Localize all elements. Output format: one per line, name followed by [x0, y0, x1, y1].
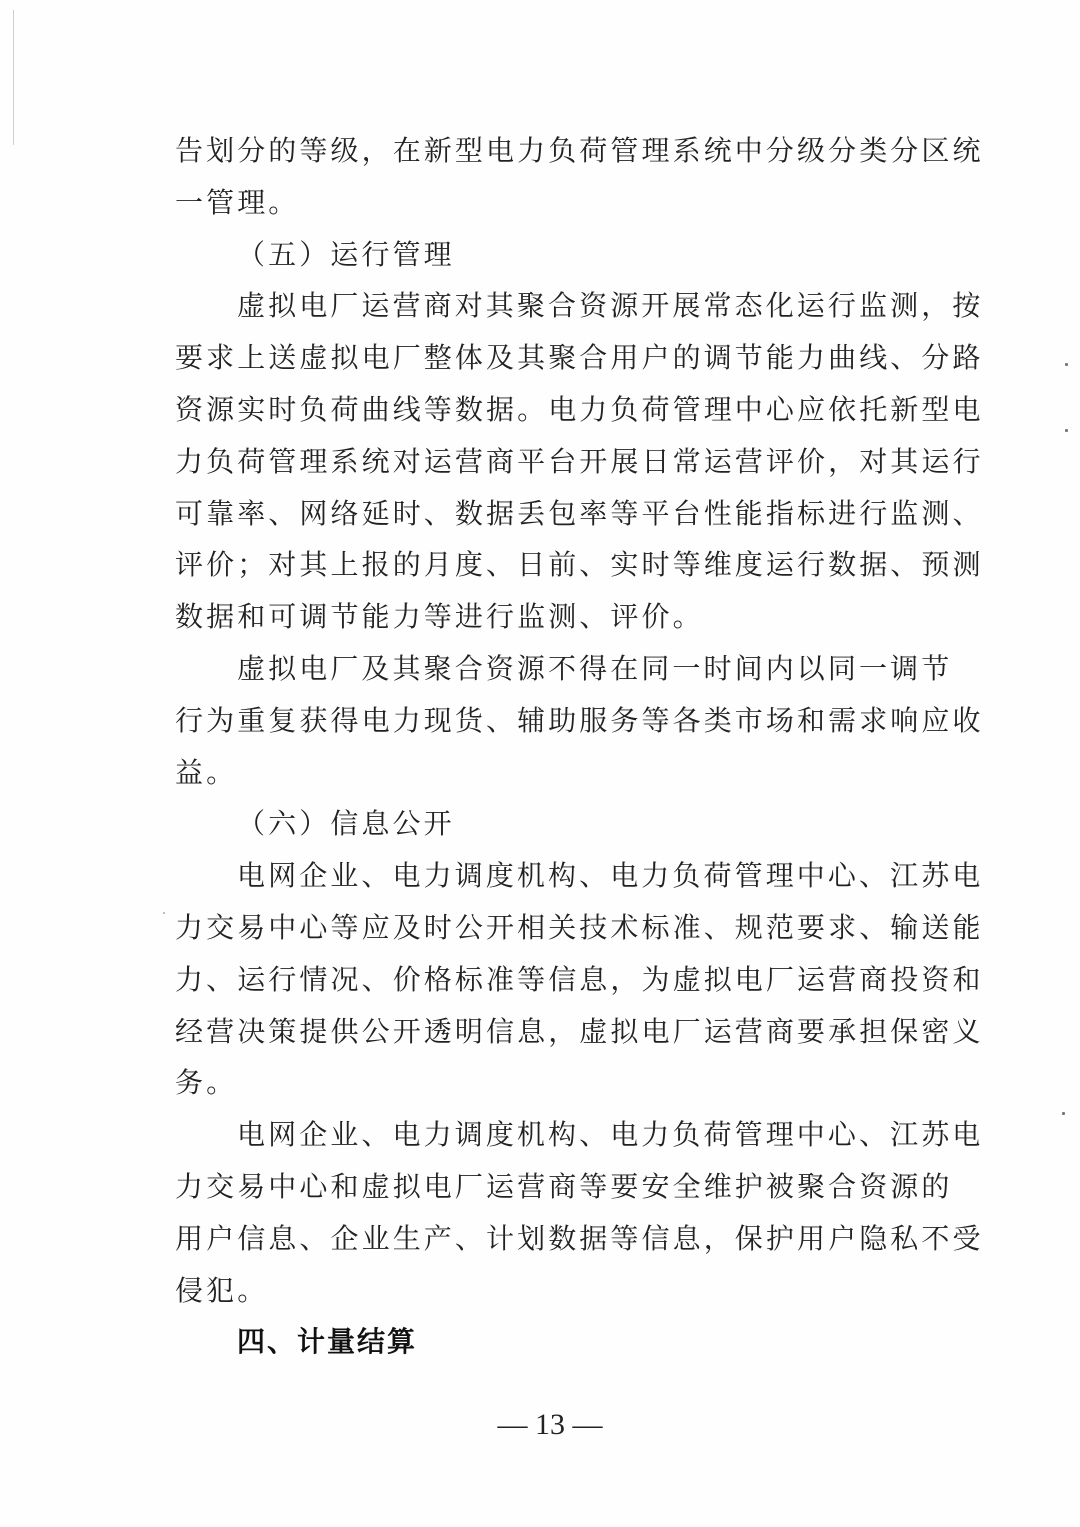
scan-speck [1062, 1112, 1065, 1115]
paragraph-start: 虚拟电厂运营商对其聚合资源开展常态化运行监测，按 [237, 289, 984, 323]
text-line: 评价；对其上报的月度、日前、实时等维度运行数据、预测 [175, 548, 984, 582]
paragraph-start: 电网企业、电力调度机构、电力负荷管理中心、江苏电 [237, 1118, 984, 1152]
text-line: 一管理。 [175, 185, 300, 219]
page-number: — 13 — [497, 1408, 603, 1441]
text-line: 用户信息、企业生产、计划数据等信息，保护用户隐私不受 [175, 1221, 984, 1255]
text-line: 力负荷管理系统对运营商平台开展日常运营评价，对其运行 [175, 444, 984, 478]
scan-speck [163, 912, 165, 914]
text-line: 务。 [175, 1066, 238, 1100]
paragraph-start: 虚拟电厂及其聚合资源不得在同一时间内以同一调节 [237, 651, 953, 685]
scan-speck [1065, 363, 1068, 366]
text-line: 侵犯。 [175, 1273, 269, 1307]
text-line: 力交易中心和虚拟电厂运营商等要安全维护被聚合资源的 [175, 1169, 953, 1203]
scan-speck [1065, 429, 1068, 432]
scan-artifact-line [13, 10, 14, 145]
text-line: 可靠率、网络延时、数据丢包率等平台性能指标进行监测、 [175, 496, 984, 530]
text-line: 行为重复获得电力现货、辅助服务等各类市场和需求响应收 [175, 703, 984, 737]
text-line: 力、运行情况、价格标准等信息，为虚拟电厂运营商投资和 [175, 962, 984, 996]
body-text [175, 125, 984, 1368]
paragraph-start: 电网企业、电力调度机构、电力负荷管理中心、江苏电 [237, 859, 984, 893]
text-line: 要求上送虚拟电厂整体及其聚合用户的调节能力曲线、分路 [175, 341, 984, 375]
text-line: 告划分的等级，在新型电力负荷管理系统中分级分类分区统 [175, 134, 984, 167]
text-line: 益。 [175, 755, 238, 789]
section-heading-operation-management: （五）运行管理 [237, 237, 455, 271]
section-heading-information-disclosure: （六）信息公开 [237, 807, 455, 841]
chapter-heading-metering-settlement: 四、计量结算 [237, 1325, 418, 1359]
text-line: 力交易中心等应及时公开相关技术标准、规范要求、输送能 [175, 910, 984, 944]
text-line: 资源实时负荷曲线等数据。电力负荷管理中心应依托新型电 [175, 392, 984, 426]
text-line: 数据和可调节能力等进行监测、评价。 [175, 600, 704, 634]
text-line: 经营决策提供公开透明信息，虚拟电厂运营商要承担保密义 [175, 1014, 984, 1048]
